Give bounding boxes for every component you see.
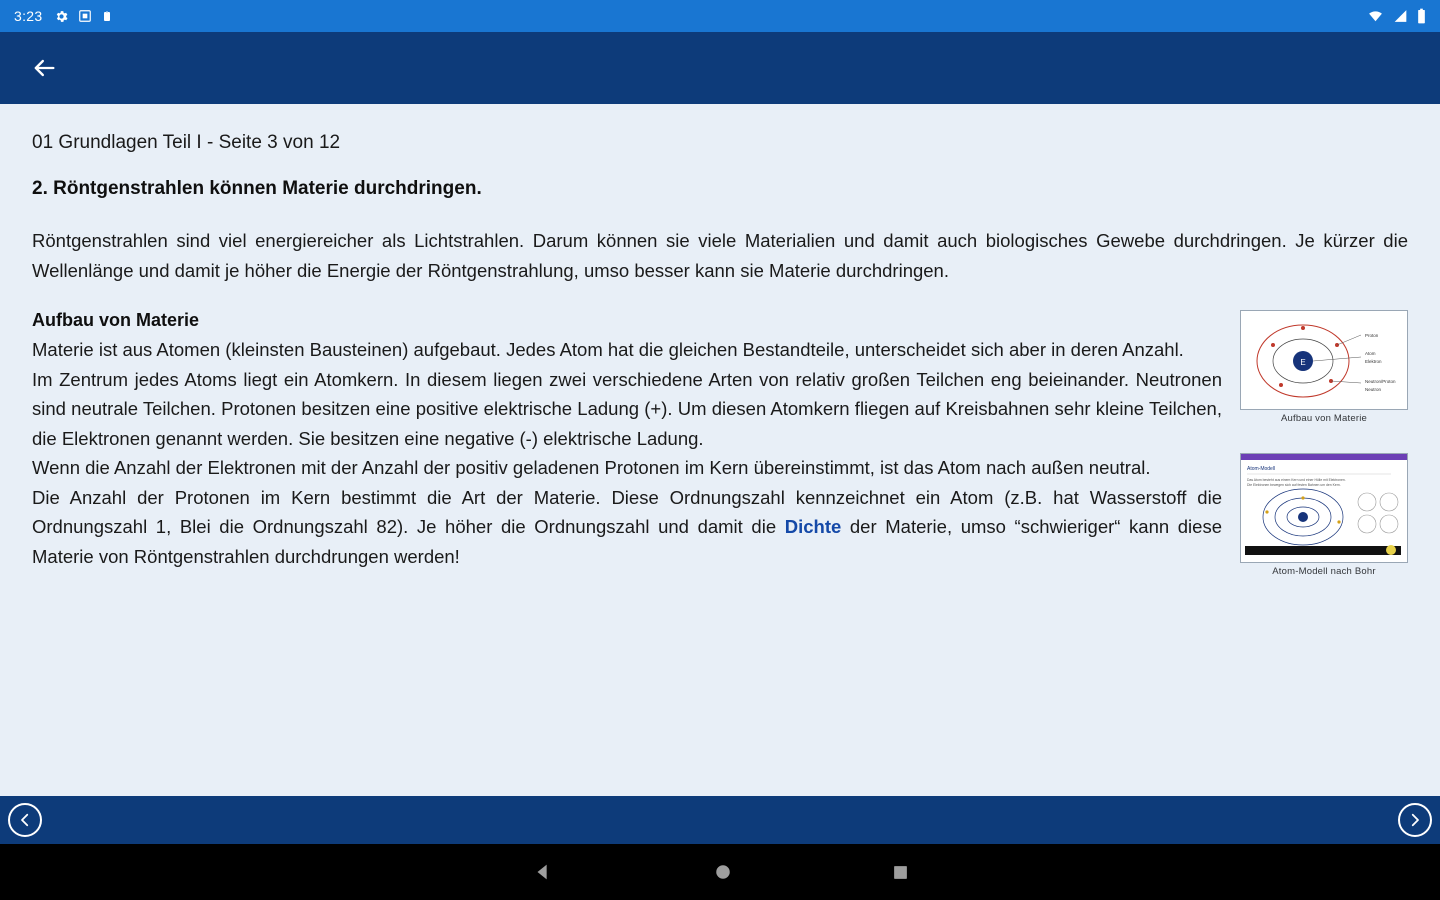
chevron-right-circle-icon [1406, 811, 1424, 829]
status-right-icons [1367, 8, 1426, 24]
clipboard-icon [101, 9, 113, 24]
paragraph-2: Im Zentrum jedes Atoms liegt ein Atomkern. In diesem liegen zwei verschiedene Arten von relativ großen Teilchen eng beieinander. Neutronen sind neutrale Teilchen. Protonen besitzen eine positive elektrische Ladung (+). Um diesen Atomkern fliegen auf Kreisbahnen sehr kleine Teilchen, die Elektronen genannt werden. Sie besitzen eine negative (-) elektrische Ladung. [32, 368, 1222, 449]
svg-text:Proton: Proton [1365, 333, 1379, 338]
pager-bar [0, 796, 1440, 844]
svg-text:Das Atom besteht aus einem Ker: Das Atom besteht aus einem Kern und einer Hülle mit Elektronen. [1247, 478, 1346, 482]
subsection-title: Aufbau von Materie [32, 310, 200, 330]
android-back-triangle-icon[interactable] [532, 861, 554, 883]
back-button[interactable] [22, 46, 66, 90]
svg-text:Elektron: Elektron [1365, 359, 1382, 364]
svg-text:Neutron: Neutron [1365, 387, 1382, 392]
paragraph-4 [32, 483, 1408, 572]
svg-text:Neutron/Proton: Neutron/Proton [1365, 379, 1396, 384]
signal-icon [1393, 9, 1408, 23]
paragraph-4-part2: der Materie, umso “schwieriger“ kann diese Materie von Röntgenstrahlen durchdrungen werden! [32, 516, 1222, 567]
figure-2-caption: Atom-Modell nach Bohr [1272, 566, 1376, 577]
atom-diagram-illustration [1241, 311, 1408, 410]
status-left-icons [54, 9, 113, 24]
battery-icon [1417, 8, 1426, 24]
status-clock: 3:23 [14, 8, 43, 24]
wifi-icon [1367, 9, 1384, 23]
android-recents-square-icon[interactable] [892, 864, 909, 881]
back-arrow-icon [30, 54, 58, 82]
paragraph-3: Wenn die Anzahl der Elektronen mit der Anzahl der positiv geladenen Protonen im Kern übereinstimmt, ist das Atom nach außen neutral. [32, 457, 1151, 478]
page-label: 01 Grundlagen Teil I - Seite 3 von 12 [32, 132, 341, 153]
svg-text:E: E [1300, 358, 1306, 367]
figure-1-caption: Aufbau von Materie [1281, 413, 1367, 424]
android-nav-bar [0, 844, 1440, 900]
android-home-circle-icon[interactable] [714, 863, 732, 881]
figure-1-image [1240, 310, 1408, 410]
app-bar [0, 32, 1440, 104]
paragraph-4-part1: Die Anzahl der Protonen im Kern bestimmt die Art der Materie. Diese Ordnungszahl kennzeichnet ein Atom (z.B. hat Wasserstoff die Ordnungszahl 1, Blei die Ordnungszahl 82). Je höher die Ordnungszahl und damit die [32, 486, 1222, 537]
svg-text:Atom-Modell: Atom-Modell [1247, 466, 1276, 472]
svg-text:Die Elektronen bewegen sich au: Die Elektronen bewegen sich auf festen Bahnen um den Kern. [1247, 483, 1341, 487]
svg-text:Atom: Atom [1365, 351, 1376, 356]
next-page-button[interactable] [1398, 803, 1432, 837]
paragraph-1: Materie ist aus Atomen (kleinsten Bausteinen) aufgebaut. Jedes Atom hat die gleichen Bestandteile, unterscheidet sich aber in deren Anzahl. [32, 339, 1184, 360]
screenshot-icon [78, 9, 92, 23]
dichte-link[interactable]: Dichte [784, 516, 842, 537]
figure-atom-modell-nach-bohr [1240, 453, 1408, 577]
previous-page-button[interactable] [8, 803, 42, 837]
status-bar [0, 0, 1440, 32]
settings-gear-icon [54, 9, 69, 24]
lesson-content [0, 104, 1440, 796]
chevron-left-circle-icon [16, 811, 34, 829]
figure-2-image [1240, 453, 1408, 563]
section-title: 2. Röntgenstrahlen können Materie durchdringen. [32, 178, 482, 199]
body-flow [32, 310, 1408, 577]
bohr-model-illustration [1241, 454, 1408, 563]
intro-paragraph: Röntgenstrahlen sind viel energiereicher als Lichtstrahlen. Darum können sie viele Materialien und damit auch biologisches Gewebe durchdringen. Je kürzer die Wellenlänge und damit je höher die Energie der Röntgenstrahlung, umso besser kann sie Materie durchdringen. [32, 230, 1408, 281]
figure-aufbau-von-materie [1240, 310, 1408, 424]
